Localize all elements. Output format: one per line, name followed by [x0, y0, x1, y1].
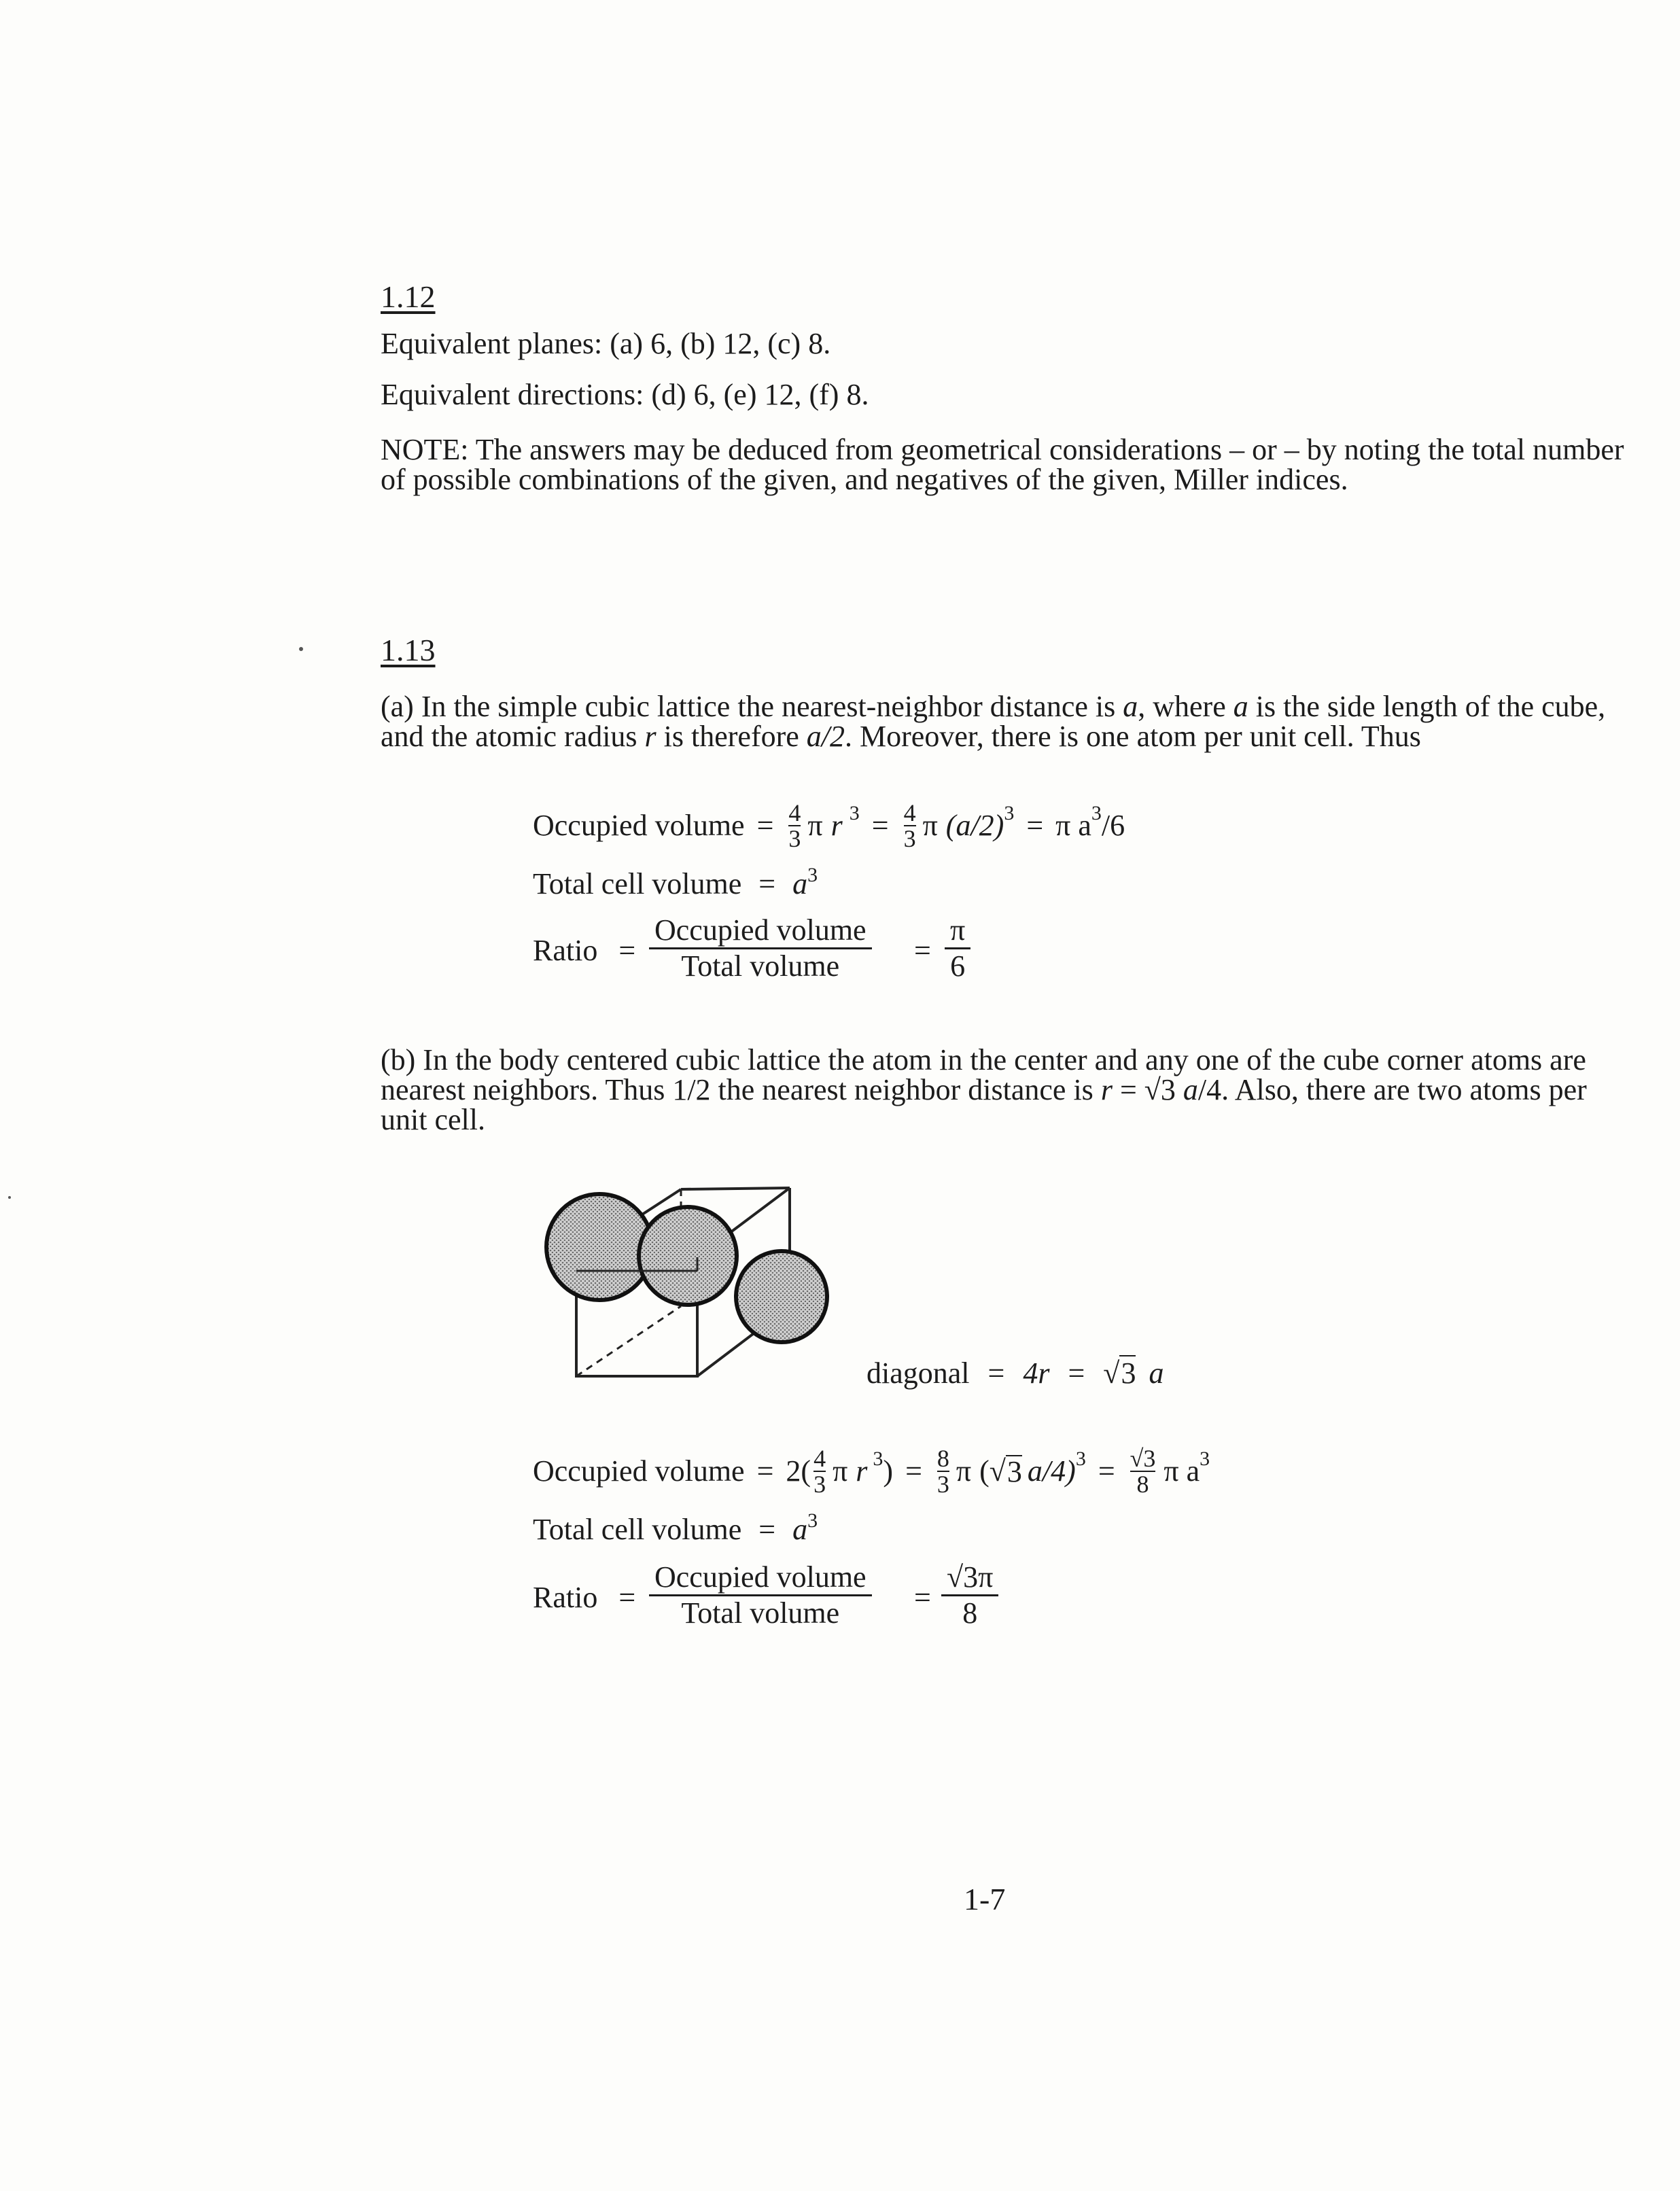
cube-hidden-edge — [576, 1306, 681, 1376]
bcc-cube-diagram — [537, 1176, 850, 1393]
equals-sign: = — [914, 1581, 931, 1614]
pi-over-6-fraction: $\frac{\pi}{6}$ — [945, 913, 970, 983]
part-a-total-volume: Total cell volume = $a^3$ — [533, 864, 818, 900]
center-atom — [639, 1207, 737, 1305]
var-a: a — [1123, 690, 1138, 723]
equals-sign: = — [914, 934, 931, 967]
part-a-text: is the side length of the cube, and the atomic radius — [381, 690, 1606, 753]
corner-atom-back — [736, 1251, 827, 1342]
equivalent-directions-line: Equivalent directions: (d) 6, (e) 12, (f) 8. — [381, 378, 869, 411]
part-a-ratio-label: Ratio = — [533, 934, 636, 967]
total-cell-volume-label: Total cell volume — [533, 867, 742, 900]
eight-thirds-fraction: $\frac{8}{3}$ — [937, 1445, 949, 1498]
part-b-paragraph: (b) In the body centered cubic lattice the atom in the center and any one of the cube corner atoms are nearest neighbors. Thus 1/2 the nearest neighbor distance is r = √3 a/4. Also, there are two atoms per unit cell. — [381, 1043, 1587, 1136]
scan-speck — [299, 647, 303, 651]
scan-speck — [8, 1196, 11, 1199]
cube-edge — [681, 1188, 790, 1189]
part-a-text: is therefore — [656, 720, 807, 753]
result-pi-a: π a — [1055, 809, 1091, 842]
part-b-ratio-label: Ratio = — [533, 1581, 636, 1614]
four-r: 4r — [1023, 1356, 1050, 1390]
part-a-text: , where — [1138, 690, 1233, 723]
occupied-volume-label: Occupied volume — [533, 1454, 745, 1488]
sqrt3pi-over-8-fraction: $\frac{√3\pi}{8}$ — [941, 1560, 998, 1630]
equals-sign: = — [756, 809, 774, 842]
part-b-ratio-fraction: Occupied volume Total volume — [649, 1560, 872, 1630]
corner-atom-front — [546, 1194, 652, 1300]
occupied-volume-label: Occupied volume — [533, 809, 745, 842]
note-paragraph: NOTE: The answers may be deduced from geometrical considerations – or – by noting the total number of possible combinations of the given, and negatives of the given, Miller indices. — [381, 433, 1624, 496]
half-a: a/2 — [806, 720, 845, 753]
page-number: 1-7 — [964, 1882, 1006, 1916]
part-a-ratio-fraction: Occupied volume Total volume — [649, 913, 872, 983]
pi-symbol: π — [922, 809, 938, 842]
var-r: r — [830, 809, 843, 842]
four-thirds-fraction: $\frac{4}{3}$ — [788, 799, 801, 852]
part-a-text: (a) In the simple cubic lattice the nearest-neighbor distance is — [381, 690, 1123, 723]
total-cell-volume-label: Total cell volume — [533, 1513, 742, 1546]
diagonal-equation: diagonal = 4r = √3 a — [867, 1356, 1164, 1390]
part-a-paragraph — [381, 692, 1617, 752]
four-thirds-fraction: $\frac{4}{3}$ — [813, 1445, 826, 1498]
part-a-text: . Moreover, there is one atom per unit cell. Thus — [845, 720, 1421, 753]
equals-sign: = — [871, 809, 889, 842]
diagonal-label: diagonal — [867, 1356, 970, 1390]
a-over-2: (a/2) — [945, 809, 1004, 842]
four-thirds-fraction: $\frac{4}{3}$ — [903, 799, 916, 852]
part-b-total-volume: Total cell volume = $a^3$ — [533, 1509, 818, 1546]
pi-symbol: π — [807, 809, 823, 842]
section-heading-1-12: 1.12 — [381, 279, 436, 314]
equals-sign: = — [1026, 809, 1044, 842]
section-heading-1-13: 1.13 — [381, 633, 436, 667]
var-a: a — [1233, 690, 1248, 723]
part-b-occupied-equation: Occupied volume = 2( $\frac{4}{3}$ π r 3 ) = $\frac{8}{3}$ π ( √ 3 a/4) 3 = $\frac{√3}{8}$ π a 3 — [533, 1445, 1210, 1498]
var-r: r — [644, 720, 657, 753]
total-value-a: a — [792, 867, 808, 900]
equivalent-planes-line: Equivalent planes: (a) 6, (b) 12, (c) 8. — [381, 327, 831, 360]
part-a-occupied-equation: Occupied volume = $\frac{4}{3}$ π r 3 = $\frac{4}{3}$ π (a/2) 3 = π a 3 /6 — [533, 799, 1125, 852]
sqrt3-over-8-fraction: $\frac{√3}{8}$ — [1130, 1445, 1156, 1498]
